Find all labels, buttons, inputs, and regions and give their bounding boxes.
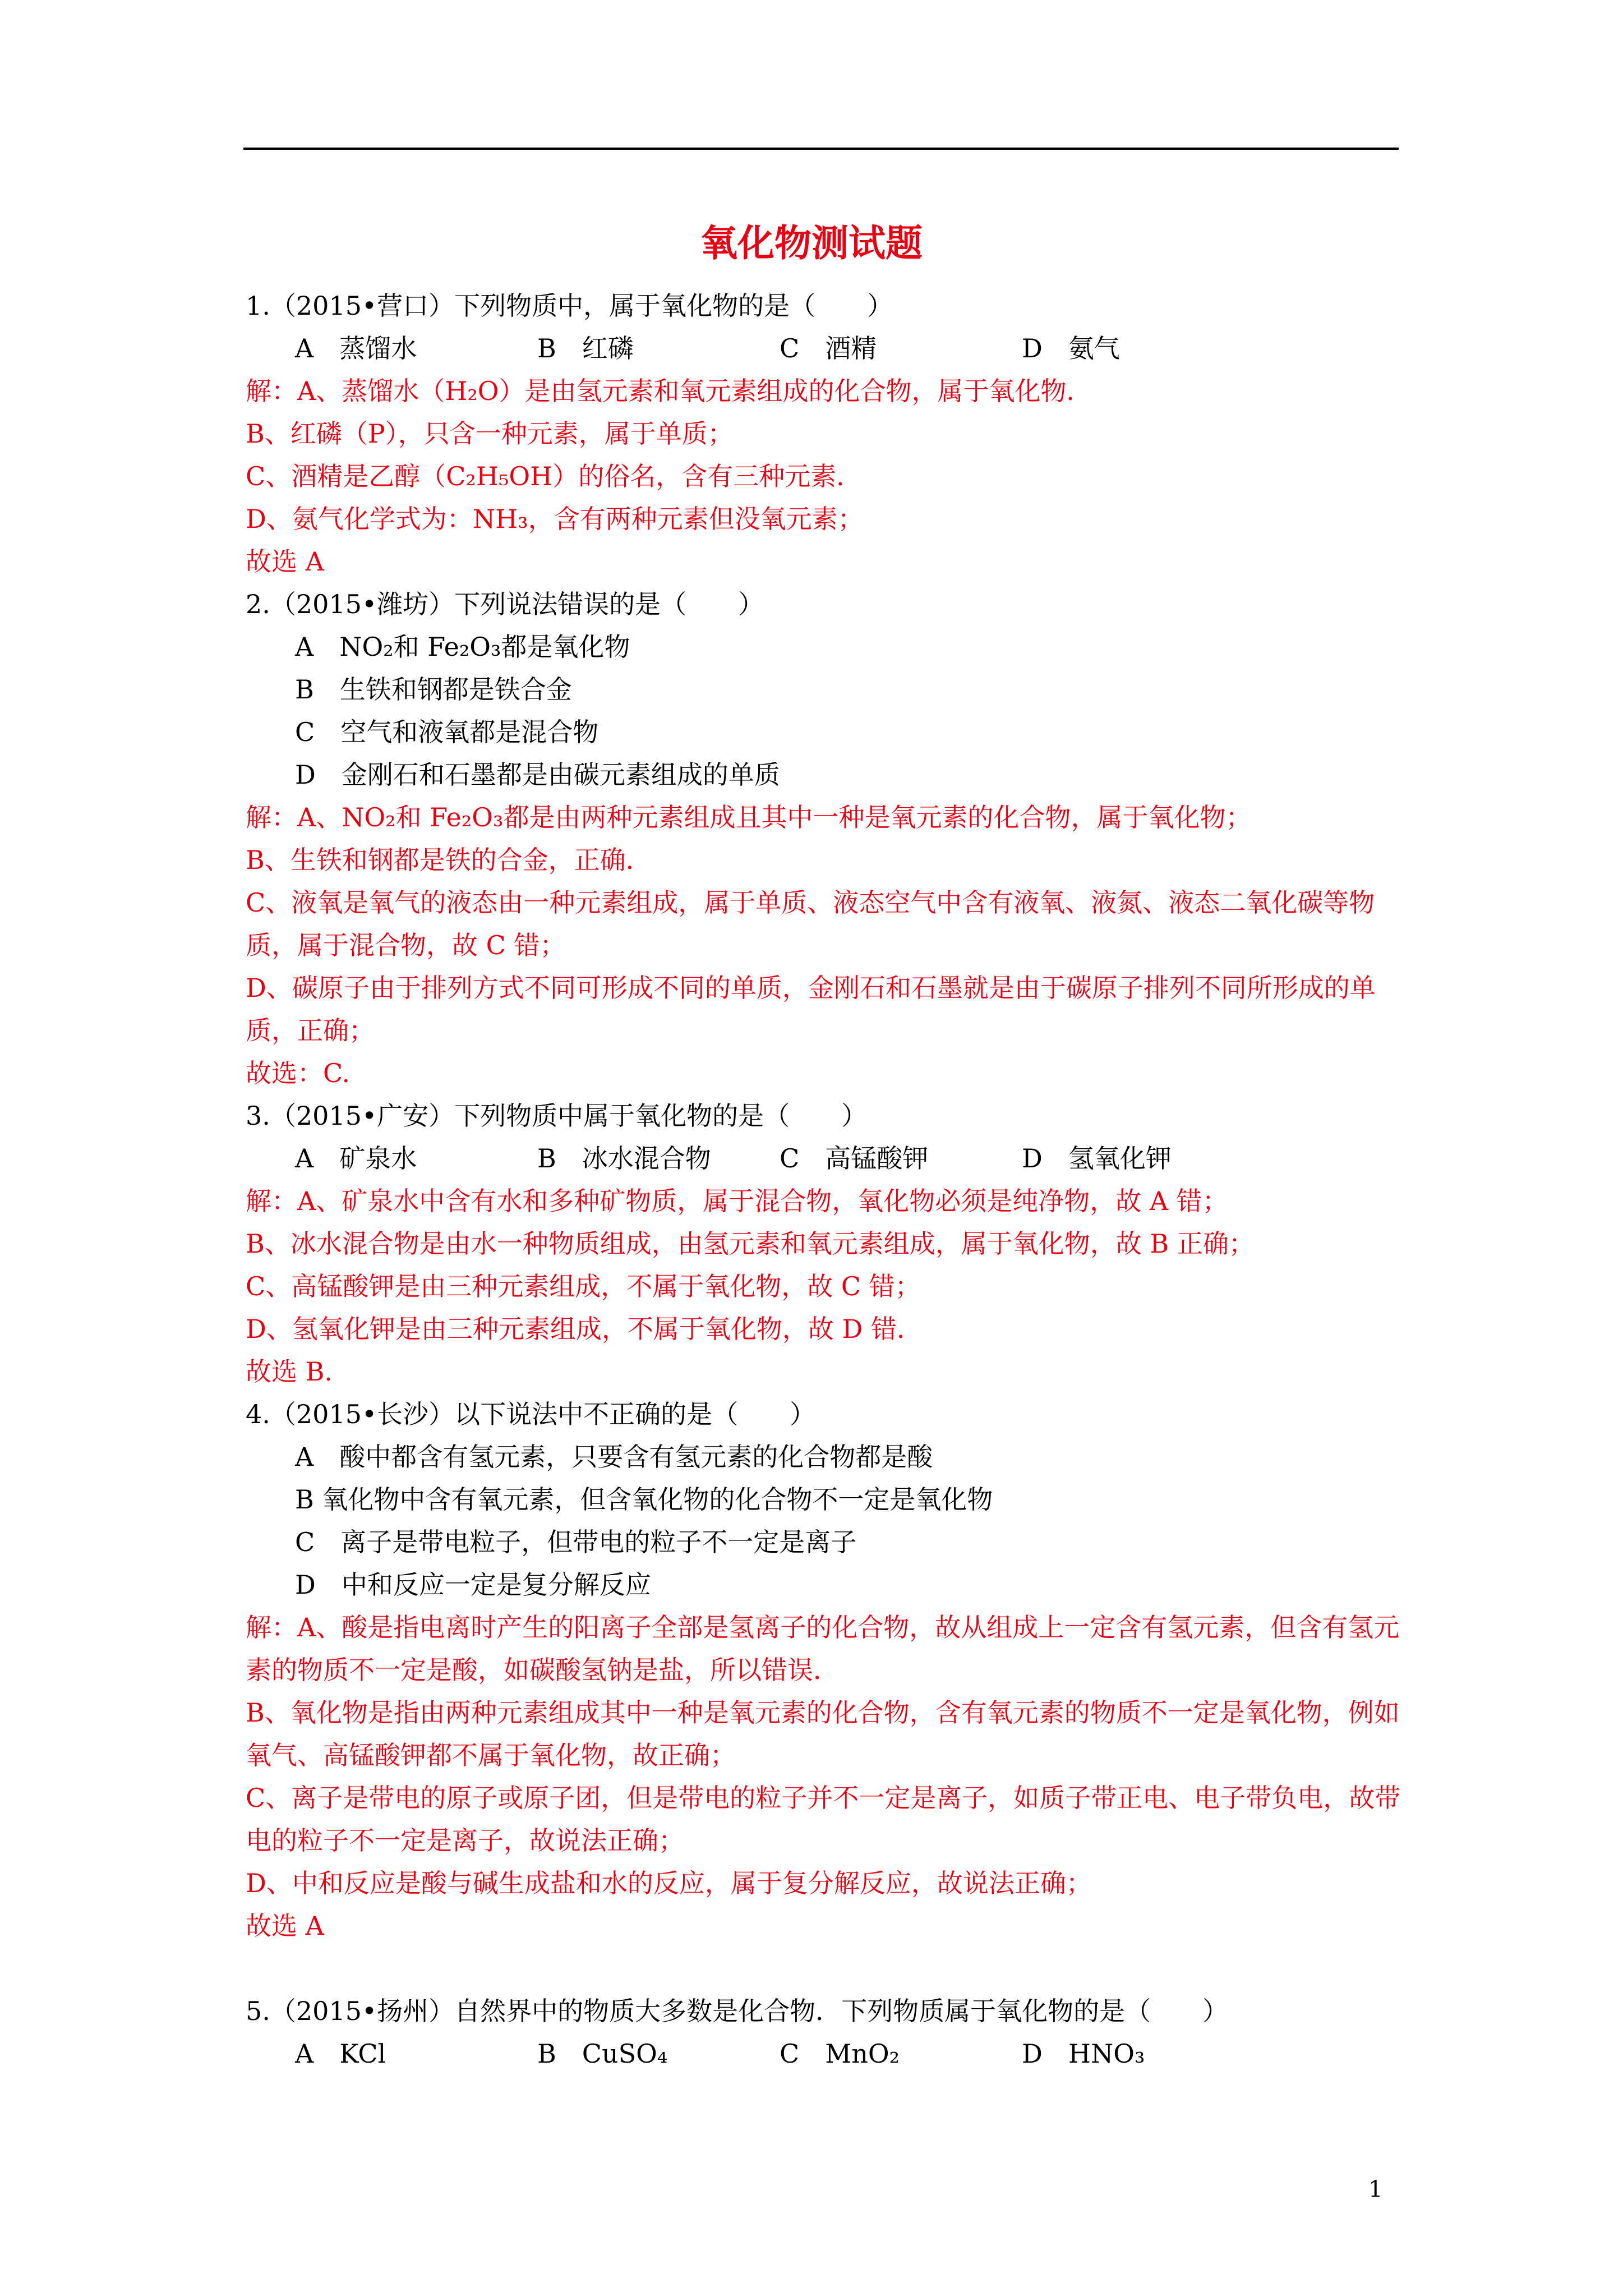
question-4-solution-line: C、离子是带电的原子或原子团，但是带电的粒子并不一定是离子，如质子带正电、电子带负电，故带电的粒子不一定是离子，故说法正确； [246, 1783, 1401, 1856]
question-1-stem: 1.（2015•营口）下列物质中，属于氧化物的是（ ） [246, 291, 893, 321]
question-3-options [246, 1137, 1412, 1180]
question-1-solution-line: B、红磷（P），只含一种元素，属于单质； [246, 418, 734, 449]
question-3-option-a: A 矿泉水 [295, 1143, 417, 1174]
question-3-solution-line: B、冰水混合物是由水一种物质组成，由氢元素和氧元素组成，属于氧化物，故 B 正确； [246, 1228, 1255, 1259]
question-2-solution-line: 解：A、NO₂和 Fe₂O₃都是由两种元素组成且其中一种是氧元素的化合物，属于氧化物； [246, 802, 1252, 832]
section-spacer [246, 1947, 1412, 1990]
page-number: 1 [1368, 2177, 1383, 2202]
question-2-answer: 故选：C. [246, 1058, 351, 1088]
question-2-option-c: C 空气和液氧都是混合物 [295, 717, 599, 747]
question-3-option-d: D 氢氧化钾 [1022, 1143, 1172, 1174]
question-2-option-a: A NO₂和 Fe₂O₃都是氧化物 [295, 632, 630, 662]
question-1-answer: 故选 A [246, 546, 324, 577]
question-2-stem: 2.（2015•潍坊）下列说法错误的是（ ） [246, 589, 764, 619]
question-4-solution-line: D、中和反应是酸与碱生成盐和水的反应，属于复分解反应，故说法正确； [246, 1868, 1092, 1898]
question-4-solution-line: B、氧化物是指由两种元素组成其中一种是氧元素的化合物，含有氧元素的物质不一定是氧化物，例如氧气、高锰酸钾都不属于氧化物，故正确； [246, 1697, 1400, 1770]
question-5-option-b: B CuSO₄ [537, 2039, 668, 2069]
question-4-answer: 故选 A [246, 1911, 324, 1941]
question-3-answer: 故选 B. [246, 1356, 333, 1387]
question-1-options [246, 327, 1412, 370]
question-3-solution-line: 解：A、矿泉水中含有水和多种矿物质，属于混合物，氧化物必须是纯净物，故 A 错； [246, 1186, 1228, 1216]
question-2-option-b: B 生铁和钢都是铁合金 [295, 674, 572, 705]
question-4-solution-line: 解：A、酸是指电离时产生的阳离子全部是氢离子的化合物，故从组成上一定含有氢元素，但含有氢元素的物质不一定是酸，如碳酸氢钠是盐，所以错误． [246, 1612, 1400, 1685]
question-3-option-c: C 高锰酸钾 [780, 1143, 929, 1174]
question-5-options [246, 2032, 1412, 2075]
question-1-option-a: A 蒸馏水 [295, 333, 417, 364]
question-5-stem: 5.（2015•扬州）自然界中的物质大多数是化合物．下列物质属于氧化物的是（ ） [246, 1996, 1229, 2026]
question-5-option-d: D HNO₃ [1022, 2039, 1145, 2069]
question-1-solution-line: 解：A、蒸馏水（H₂O）是由氢元素和氧元素组成的化合物，属于氧化物． [246, 376, 1092, 406]
question-2-solution-line: B、生铁和钢都是铁的合金，正确． [246, 845, 652, 875]
question-4-option-d: D 中和反应一定是复分解反应 [295, 1570, 651, 1600]
question-2-option-d: D 金刚石和石墨都是由碳元素组成的单质 [295, 760, 780, 790]
header-rule [243, 148, 1399, 150]
question-2-solution-line: C、液氧是氧气的液态由一种元素组成，属于单质、液态空气中含有液氧、液氮、液态二氧化碳等物质，属于混合物，故 C 错； [246, 887, 1375, 960]
question-2-solution-line: D、碳原子由于排列方式不同可形成不同的单质，金刚石和石墨就是由于碳原子排列不同所形成的单质，正确； [246, 973, 1376, 1046]
question-5-option-a: A KCl [295, 2039, 386, 2069]
question-4-option-a: A 酸中都含有氢元素，只要含有氢元素的化合物都是酸 [295, 1442, 933, 1472]
question-3-solution-line: C、高锰酸钾是由三种元素组成，不属于氧化物，故 C 错； [246, 1271, 921, 1301]
question-1-option-d: D 氨气 [1022, 333, 1120, 364]
question-3-stem: 3.（2015•广安）下列物质中属于氧化物的是（ ） [246, 1101, 868, 1131]
question-4-stem: 4.（2015•长沙）以下说法中不正确的是（ ） [246, 1399, 816, 1429]
question-3-solution-line: D、氢氧化钾是由三种元素组成，不属于氧化物，故 D 错． [246, 1314, 923, 1344]
question-5-option-c: C MnO₂ [780, 2039, 900, 2069]
question-4-option-b: B 氧化物中含有氧元素，但含氧化物的化合物不一定是氧化物 [295, 1484, 993, 1515]
question-1-option-b: B 红磷 [537, 333, 634, 364]
question-1-option-c: C 酒精 [780, 333, 877, 364]
question-1-solution-line: C、酒精是乙醇（C₂H₅OH）的俗名，含有三种元素． [246, 461, 863, 491]
question-1-solution-line: D、氨气化学式为：NH₃，含有两种元素但没氧元素； [246, 504, 864, 534]
document-title: 氧化物测试题 [700, 221, 923, 265]
document-body [246, 284, 1412, 2075]
question-4-option-c: C 离子是带电粒子，但带电的粒子不一定是离子 [295, 1527, 857, 1557]
question-3-option-b: B 冰水混合物 [537, 1143, 711, 1174]
